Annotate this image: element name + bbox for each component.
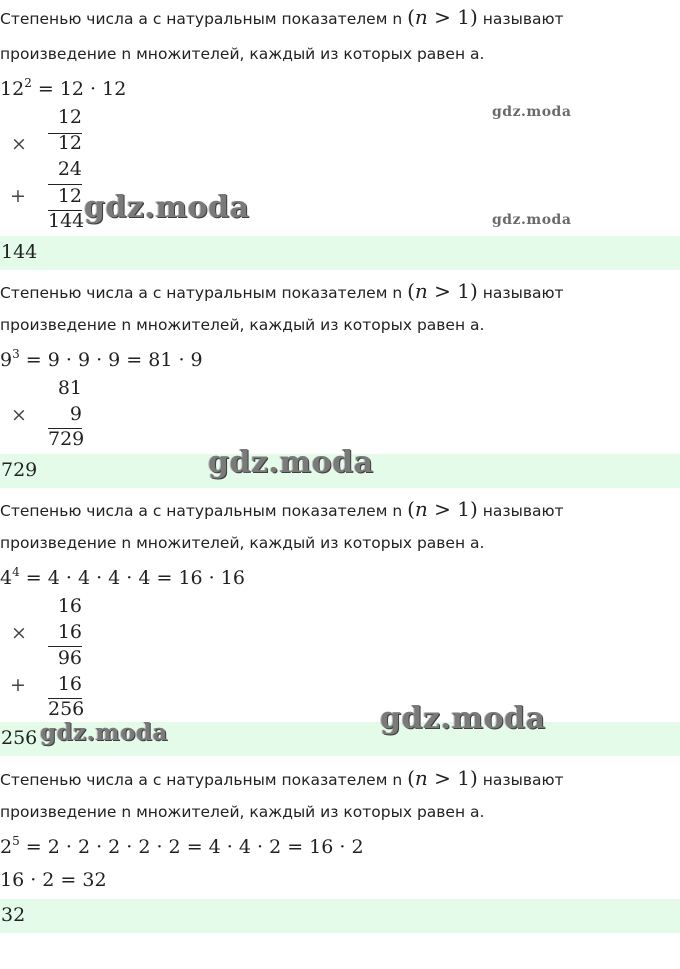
power-equation: $9^3 = 9 \cdot 9 \cdot 9 = 81 \cdot 9$: [0, 347, 203, 371]
times-sign: ×: [11, 622, 27, 644]
mult-result: 144: [48, 210, 85, 232]
answer-row: [0, 899, 680, 933]
answer-row: [0, 236, 680, 270]
definition-line-2: произведение n множителей, каждый из которых равен a.: [0, 45, 485, 63]
mult-bottom: 16: [57, 621, 82, 643]
mult-result: 729: [48, 428, 85, 450]
plus-sign: +: [10, 185, 26, 207]
watermark: gdz.moda: [492, 212, 572, 228]
answer-value: 729: [1, 459, 38, 481]
times-sign: ×: [11, 133, 27, 155]
mult-bottom: 12: [57, 132, 82, 154]
definition-line-2: произведение n множителей, каждый из которых равен a.: [0, 534, 485, 552]
answer-value: 256: [1, 727, 38, 749]
product-line: 16 · 2 = 32: [0, 869, 107, 891]
watermark: gdz.moda: [208, 445, 374, 480]
partial-product-2: 12: [57, 185, 82, 207]
watermark: gdz.moda: [84, 190, 250, 225]
partial-product-1: 96: [57, 647, 82, 669]
mult-bottom: 9: [69, 403, 82, 425]
mult-top: 12: [57, 106, 82, 128]
mult-line: [48, 133, 82, 134]
answer-value: 32: [1, 904, 26, 926]
definition-line-1: Степенью числа a с натуральным показателем n (n > 1) называют: [0, 279, 564, 303]
times-sign: ×: [11, 404, 27, 426]
watermark: gdz.moda: [40, 719, 168, 746]
sum-line: [48, 184, 82, 185]
power-equation: $4^4 = 4 \cdot 4 \cdot 4 \cdot 4 = 16 \cdot 16$: [0, 565, 245, 589]
definition-line-2: произведение n множителей, каждый из которых равен a.: [0, 316, 485, 334]
definition-line-2: произведение n множителей, каждый из которых равен a.: [0, 803, 485, 821]
definition-line-1: Степенью числа a с натуральным показателем n (n > 1) называют: [0, 5, 564, 29]
partial-product-2: 16: [57, 673, 82, 695]
watermark: gdz.moda: [492, 104, 572, 120]
definition-line-1: Степенью числа a с натуральным показателем n (n > 1) называют: [0, 766, 564, 790]
definition-line-1: Степенью числа a с натуральным показателем n (n > 1) называют: [0, 497, 564, 521]
mult-top: 81: [57, 377, 82, 399]
plus-sign: +: [10, 674, 26, 696]
mult-top: 16: [57, 595, 82, 617]
power-equation: $2^5 = 2 \cdot 2 \cdot 2 \cdot 2 \cdot 2 = 4 \cdot 4 \cdot 2 = 16 \cdot 2$: [0, 834, 364, 858]
power-equation: $12^2 = 12 \cdot 12$: [0, 76, 127, 100]
result-line: [48, 210, 82, 211]
partial-product-1: 24: [57, 158, 82, 180]
answer-value: 144: [1, 241, 38, 263]
watermark: gdz.moda: [380, 701, 546, 736]
mult-result: 256: [48, 698, 85, 720]
